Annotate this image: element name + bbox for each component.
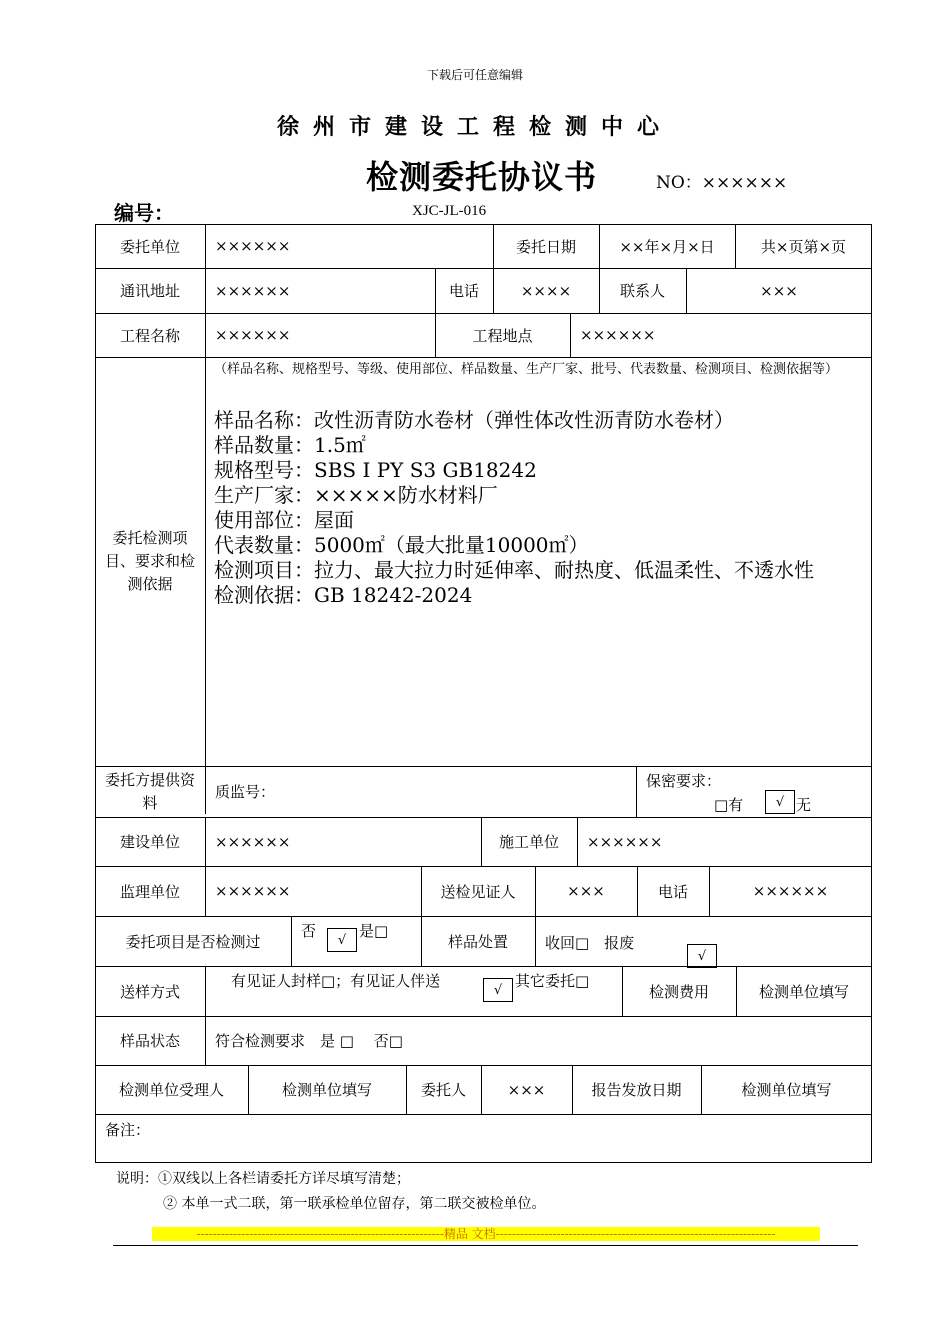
witness-escort-checkbox[interactable]: √ [483,978,513,1002]
sample-disposal-label: 样品处置 [447,932,508,951]
instruction-note-1: 说明：①双线以上各栏请委托方详尽填写清楚； [116,1171,410,1187]
confidential-no-label: 无 [796,796,812,814]
footer-divider [113,1245,858,1246]
address-value[interactable]: ×××××× [215,281,291,300]
contact-value[interactable]: ××× [760,281,798,300]
supervision-unit-value[interactable]: ×××××× [215,882,291,900]
sample-line: 使用部位：屋面 [214,508,354,532]
witness-value[interactable]: ××× [567,882,605,900]
tested-before-no-checkbox[interactable]: √ [327,928,357,952]
phone-label: 电话 [448,282,479,300]
project-name-label: 工程名称 [119,326,180,345]
receiver-label: 检测单位受理人 [118,1081,224,1099]
sample-info-content[interactable] [214,408,868,608]
witness-phone-label: 电话 [657,882,688,901]
commission-date-label: 委托日期 [515,237,576,256]
sample-disposal-options[interactable]: 收回□ 报废 [545,934,635,952]
other-commission-option[interactable]: 其它委托□ [515,972,590,990]
document-title: 检测委托协议书 [366,158,598,196]
sample-status-options[interactable]: 符合检测要求 是 □ 否□ [215,1032,403,1050]
remark-field[interactable]: 备注： [105,1121,151,1139]
instruction-note-2: ② 本单一式二联，第一联承检单位留存，第二联交被检单位。 [163,1196,546,1212]
contact-label: 联系人 [619,282,665,300]
sample-line: 规格型号：SBS I PY S3 GB18242 [214,458,537,482]
phone-value[interactable]: ×××× [520,281,572,300]
report-date-value: 检测单位填写 [741,1081,832,1099]
page-count: 共×页第×页 [760,237,847,256]
contractor-label: 施工单位 [498,833,559,851]
contractor-value[interactable]: ×××××× [587,832,663,851]
address-label: 通讯地址 [119,282,180,300]
confidentiality-label: 保密要求： [646,772,722,790]
confidential-no-checkbox[interactable]: √ [765,790,795,814]
sample-info-hint: （样品名称、规格型号、等级、使用部位、样品数量、生产厂家、批号、代表数量、检测项目、检测依据等） [214,362,839,377]
witness-phone-value[interactable]: ×××××× [752,882,829,900]
delivery-method-options[interactable]: 有见证人封样□；有见证人伴送 [231,972,441,990]
quality-supervision-number[interactable]: 质监号： [215,783,276,801]
document-number: NO：×××××× [656,173,788,193]
client-unit-value[interactable]: ×××××× [215,237,291,255]
project-location-value[interactable]: ×××××× [580,326,656,344]
construction-unit-label: 建设单位 [119,833,180,851]
sample-info-label: 委托检测项目、要求和检测依据 [105,529,196,593]
sample-line: 代表数量：5000㎡（最大批量10000㎡） [214,533,589,557]
code-label: 编号： [114,201,174,225]
sample-line: 检测依据：GB 18242-2024 [214,583,473,607]
delivery-method-label: 送样方式 [119,982,180,1001]
supervision-unit-label: 监理单位 [119,882,180,901]
sample-line: 检测项目：拉力、最大拉力时延伸率、耐热度、低温柔性、不透水性 [214,558,814,582]
testing-fee-value: 检测单位填写 [758,982,849,1001]
project-name-value[interactable]: ×××××× [215,326,291,344]
tested-before-no-label: 否 [301,922,317,940]
provided-materials-label: 委托方提供资料 [104,770,195,812]
client-unit-label: 委托单位 [119,237,180,256]
sample-line: 样品名称：改性沥青防水卷材（弹性体改性沥青防水卷材） [214,408,734,432]
report-date-label: 报告发放日期 [591,1081,682,1099]
testing-fee-label: 检测费用 [648,982,709,1001]
confidential-yes-option[interactable]: □有 [714,796,744,814]
sample-status-label: 样品状态 [119,1032,180,1050]
sample-line: 生产厂家：×××××防水材料厂 [214,483,498,507]
download-note: 下载后可任意编辑 [426,68,523,82]
commission-date-value[interactable]: ××年×月×日 [619,237,715,256]
organization-name: 徐州市建设工程检测中心 [276,115,673,140]
tested-before-yes-option[interactable]: 是□ [359,922,389,940]
sample-discard-checkbox[interactable]: √ [687,944,717,968]
sample-line: 样品数量：1.5㎡ [214,433,366,457]
tested-before-label: 委托项目是否检测过 [125,932,261,951]
client-person-label: 委托人 [420,1081,466,1099]
client-person-value[interactable]: ××× [507,1080,546,1099]
construction-unit-value[interactable]: ×××××× [215,832,291,851]
quality-doc-banner: -------------------------------------------------------------精品 文档--------------------------------------------------------------------- [152,1227,820,1241]
project-location-label: 工程地点 [472,326,533,345]
code-value: XJC-JL-016 [412,203,487,219]
witness-label: 送检见证人 [440,882,516,901]
receiver-value: 检测单位填写 [281,1081,372,1099]
